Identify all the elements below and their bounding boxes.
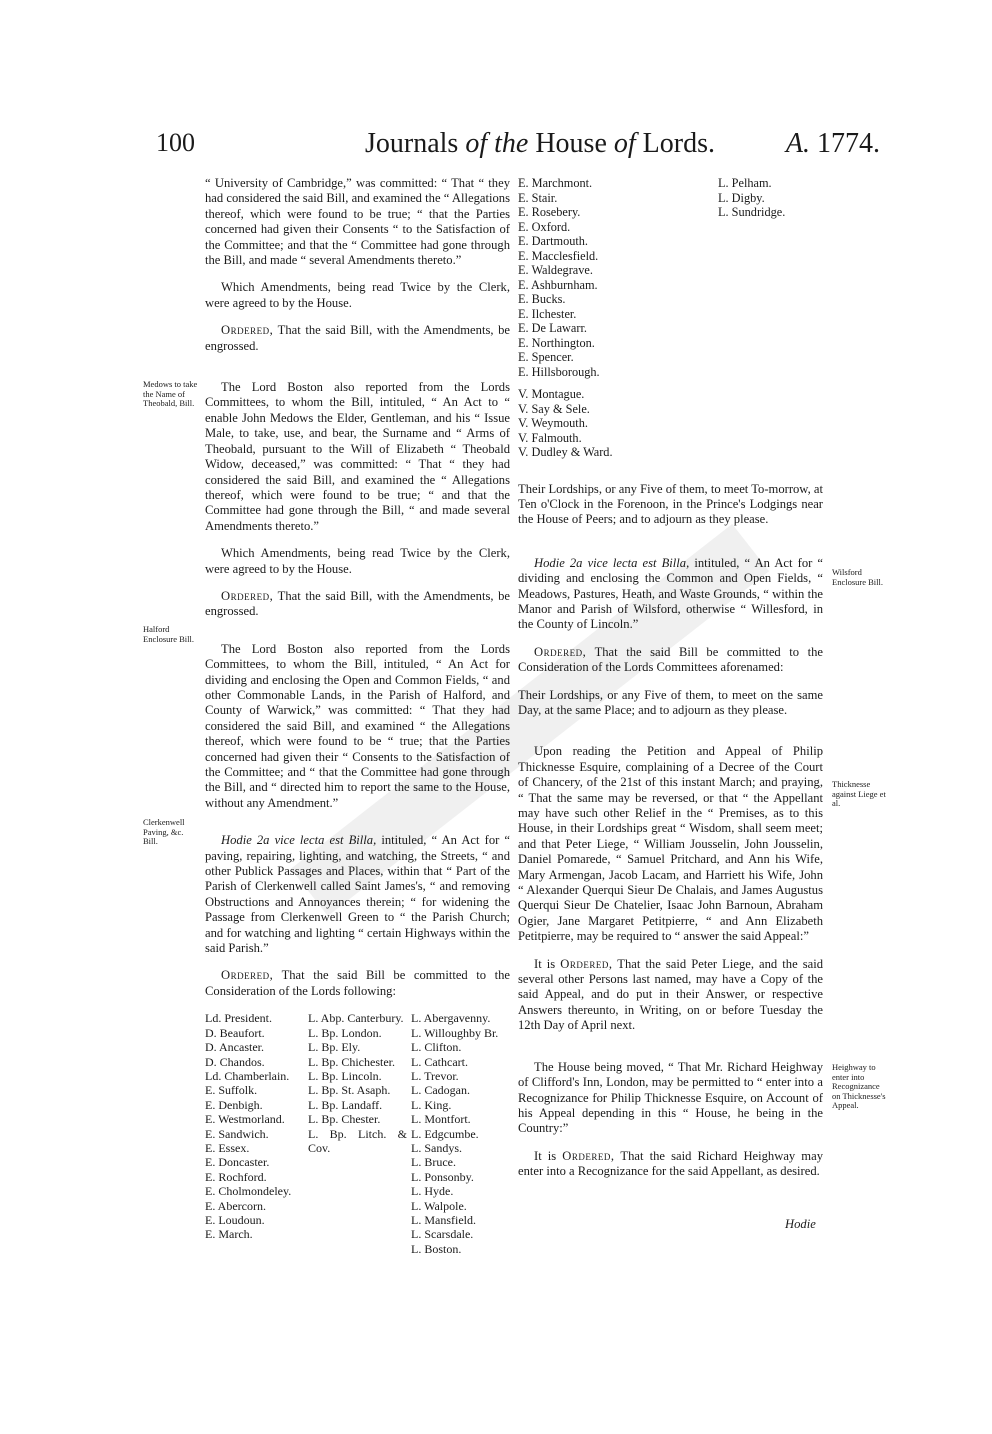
ordered-text: That the said Bill, with the Amendments, be engrossed.	[205, 323, 510, 353]
ordered-paragraph	[518, 645, 823, 676]
ordered-text: That the said Bill be committed to the Consideration of the Lords following:	[205, 968, 510, 998]
peer: Ld. President.	[205, 1011, 272, 1026]
peer: L. Bp. Ely.	[308, 1040, 361, 1055]
peer: L. Cadogan.	[411, 1083, 470, 1098]
meeting-paragraph: Their Lordships, or any Five of them, to meet To-morrow, at Ten o'Clock in the Forenoon, in the Prince's Lodgings near the House of Peers; and to adjourn as they please.	[518, 481, 823, 527]
peer: E. Oxford.	[518, 219, 571, 234]
peer: E. Abercorn.	[205, 1198, 266, 1213]
peer: E. Spencer.	[518, 350, 574, 364]
peer: E. Hillsborough.	[518, 364, 600, 379]
ordered-paragraph	[205, 323, 510, 354]
peer: L. Clifton.	[411, 1040, 462, 1055]
title-part: House	[528, 128, 614, 159]
peer: L. Bp. Landaff.	[308, 1097, 383, 1112]
peer: Ld. Chamberlain.	[205, 1068, 290, 1083]
peer: V. Falmouth.	[518, 430, 582, 445]
peer: E. Waldegrave.	[518, 263, 593, 277]
margin-note-heighway: Heighway to enter into Recognizance on Thicknesse's Appeal.	[832, 1062, 886, 1111]
peer: L. Sundridge.	[718, 205, 786, 219]
peer: L. Digby.	[718, 190, 765, 205]
peer: L. Bp. Chester.	[308, 1112, 381, 1127]
peer: L. Edgcumbe.	[411, 1126, 479, 1141]
right-column	[518, 176, 823, 1192]
peer: L. Bp. St. Asaph.	[308, 1083, 391, 1098]
peer: D. Beaufort.	[205, 1025, 265, 1040]
peer: L. Walpole.	[411, 1198, 467, 1213]
margin-note-wilsford: Wilsford Enclosure Bill.	[832, 567, 883, 587]
peers-col-3	[411, 1011, 510, 1256]
hodie-paragraph	[518, 556, 823, 633]
peer: L. King.	[411, 1097, 452, 1112]
peer: L. Bp. Chichester.	[308, 1054, 395, 1069]
paragraph: “ University of Cambridge,” was committed: “ That “ they had considered the said Bill, and examined the “ Allegations thereof, which were found to be true; “ that the Parties concerned had given their Consents “ to the Satisfaction of the Committee; and that the “ Committee had gone through the Bill, and made “ several Amendments thereto.”	[205, 176, 510, 268]
peer: E. Denbigh.	[205, 1097, 263, 1112]
peer: L. Sandys.	[411, 1140, 462, 1155]
peer: E. Ilchester.	[518, 306, 577, 321]
peer: L. Mansfield.	[411, 1212, 476, 1227]
peer: E. Ashburnham.	[518, 277, 598, 292]
hodie-text: intituled, “ An Act for “ dividing and enclosing the Common and Open Fields, “ Meadows, Pastures, Heath, and Waste Grounds, “ within the Manor and Parish of Wilsford, otherwise “ Willesford, in the County of Lincoln.”	[518, 555, 823, 632]
year-heading	[786, 128, 880, 160]
title-part: Lords.	[635, 128, 715, 159]
margin-note-medows: Medows to take the Name of Theobald, Bill.	[143, 379, 198, 409]
ordered-label: Ordered,	[560, 956, 613, 971]
peer: E. Rochford.	[205, 1169, 267, 1184]
peer: E. Marchmont.	[518, 176, 593, 190]
ordered-text: That the said Bill be committed to the Consideration of the Lords Committees aforenamed:	[518, 644, 823, 675]
peer: L. Willoughby Br.	[411, 1025, 499, 1040]
ordered-label: Ordered,	[221, 588, 274, 603]
peers-list	[205, 1011, 510, 1256]
hodie-text: intituled, “ An Act for “ paving, repairing, lighting, and watching, the Streets, “ and other Publick Passages and Places, within that “ Part of the Parish of Clerkenwell called Saint James's, “ and removing Obstructions and Annoyances therein; “ for widening the Passage from Clerkenwell Green to “ the Parish Church; and for watching and lighting “ certain Highways within the said Parish.”	[205, 833, 510, 956]
peer: E. Doncaster.	[205, 1155, 270, 1170]
left-column	[205, 176, 510, 1266]
peer: L. Bp. Lincoln.	[308, 1068, 382, 1083]
peer: L. Montfort.	[411, 1112, 471, 1127]
peer: V. Dudley & Ward.	[518, 445, 613, 459]
page-number: 100	[156, 128, 195, 157]
peer: L. Pelham.	[718, 176, 772, 190]
peer: D. Chandos.	[205, 1054, 265, 1069]
petition-paragraph: Upon reading the Petition and Appeal of Philip Thicknesse Esquire, complaining of a Decree of the Court of Chancery, of the 21st of this instant March; and praying, “ That the same may be reversed, or that “ the Appellant may have such other Relief in the “ Premises, as to this House, in their Lordships great “ Wisdom, shall seem meet; and that Peter Liege, “ William Jousselin, John Jousselin, Daniel Pomarede, “ Samuel Pritchard, and Ann his Wife, Mary Armengan, Jacob Lacam, and Harriett his Wife, John “ Alexander Querqui Sieur De Chalais, and James Augustus Querqui Sieur De Chatelier, Isaac John Barnoun, Abraham Ogier, Jane Margaret Petitpierre, “ and Ann Elizabeth Petitpierre, may be required to “ answer the said Appeal:”	[518, 744, 823, 944]
peer: L. Abp. Canterbury.	[308, 1011, 404, 1026]
peer: E. Sandwich.	[205, 1126, 269, 1141]
latin-phrase: Hodie 2a vice lecta est Billa,	[221, 833, 377, 848]
peer: E. March.	[205, 1227, 253, 1242]
ordered-paragraph	[205, 968, 510, 999]
peer: L. Bp. London.	[308, 1025, 382, 1040]
hodie-paragraph	[205, 833, 510, 956]
peers-col-2	[308, 1011, 407, 1256]
paragraph: Which Amendments, being read Twice by the Clerk, were agreed to by the House.	[205, 546, 510, 576]
meeting-paragraph: Their Lordships, or any Five of them, to meet on the same Day, at the same Place; and to adjourn as they please.	[518, 687, 823, 717]
peer: E. Northington.	[518, 335, 595, 350]
journal-title	[365, 128, 715, 160]
peer: V. Say & Sele.	[518, 401, 590, 416]
peer: L. Cathcart.	[411, 1054, 468, 1069]
peer: D. Ancaster.	[205, 1040, 264, 1055]
peer: L. Boston.	[411, 1241, 462, 1256]
peer: V. Montague.	[518, 387, 585, 401]
lords-far-list	[718, 176, 785, 220]
ordered-prefix: It is	[534, 1148, 563, 1163]
paragraph: The Lord Boston also reported from the Lords Committees, to whom the Bill, intituled, “ An Act to “ enable John Medows the Elder, Gentleman, and his “ Issue Male, to take, use, and bear, the Surname and “ Arms of Theobald, pursuant to the Will of Elizabeth “ Theobald Widow, deceased,” was committed: “ That “ they had considered the said Bill, and examined the “ Allegations thereof, which were found to be true; “ and that the Committee had gone through the Bill, “ and made several Amendments thereto.”	[205, 380, 510, 533]
peer: L. Scarsdale.	[411, 1227, 474, 1242]
ordered-text: That the said Peter Liege, and the said several other Persons last named, may have a Copy of the said Appeal, and do put in their Answer, or respective Answers thereunto, in Writing, on or before Tuesday the 12th Day of April next.	[518, 956, 824, 1033]
motion-paragraph: The House being moved, “ That Mr. Richard Heighway of Clifford's Inn, London, may be permitted to “ enter into a Recognizance for Philip Thicknesse Esquire, on Account of his Appeal depending in this “ House, he being in the Country:”	[518, 1059, 823, 1136]
peer: E. Macclesfield.	[518, 248, 599, 263]
peer: E. Loudoun.	[205, 1212, 265, 1227]
ordered-paragraph	[518, 957, 823, 1034]
peer: E. Bucks.	[518, 292, 566, 306]
peer: E. Suffolk.	[205, 1083, 258, 1098]
peer: E. Essex.	[205, 1140, 250, 1155]
peer: L. Bruce.	[411, 1155, 456, 1170]
margin-note-thicknesse: Thicknesse against Liege et al.	[832, 779, 886, 809]
ordered-text: That the said Richard Heighway may enter into a Recognizance for the said Appellant, as desired.	[518, 1148, 823, 1179]
margin-note-halford: Halford Enclosure Bill.	[143, 624, 194, 644]
ordered-paragraph	[518, 1149, 823, 1180]
peer: L. Hyde.	[411, 1184, 454, 1199]
ordered-label: Ordered,	[562, 1148, 615, 1163]
peers-col-1	[205, 1011, 304, 1256]
peer: L. Ponsonby.	[411, 1169, 474, 1184]
peer: E. Rosebery.	[518, 205, 581, 219]
peer: E. Stair.	[518, 190, 558, 205]
title-part: of	[613, 128, 636, 159]
peer: V. Weymouth.	[518, 416, 588, 430]
viscounts-list	[518, 387, 823, 460]
ordered-label: Ordered,	[534, 644, 587, 659]
peer: L. Bp. Litch. & Cov.	[308, 1126, 407, 1155]
year-value: 1774.	[810, 128, 880, 159]
ordered-text: That the said Bill, with the Amendments, be engrossed.	[205, 588, 510, 619]
peer: L. Abergavenny.	[411, 1011, 491, 1026]
ordered-label: Ordered,	[221, 968, 274, 983]
latin-phrase: Hodie 2a vice lecta est Billa,	[534, 555, 690, 570]
catchword: Hodie	[785, 1217, 816, 1231]
title-part: Journals	[365, 128, 466, 159]
peer: L. Trevor.	[411, 1068, 459, 1083]
paragraph: The Lord Boston also reported from the Lords Committees, to whom the Bill, intituled, “ An Act for dividing and enclosing the Open and Common Fields, “ and other Commonable Lands, in the Parish of Halford, and County of Warwick,” was committed: “ That they had considered the said Bill, and examined “ the Allegations thereof, which were found to be “ true; that the Parties concerned had given their “ Consents to the Satisfaction of the Committee; and “ that the Committee had gone through the Bill, and “ directed him to report the same to the House, without any Amendment.”	[205, 641, 510, 810]
ordered-label: Ordered,	[221, 323, 274, 338]
ordered-paragraph	[205, 589, 510, 620]
page-header	[150, 128, 890, 168]
peer: E. Cholmondeley.	[205, 1184, 292, 1199]
title-part: of the	[465, 128, 529, 159]
paragraph: Which Amendments, being read Twice by the Clerk, were agreed to by the House.	[205, 280, 510, 310]
ordered-prefix: It is	[534, 956, 561, 971]
peer: E. De Lawarr.	[518, 321, 587, 335]
peer: E. Westmorland.	[205, 1112, 285, 1127]
margin-note-clerkenwell: Clerkenwell Paving, &c. Bill.	[143, 817, 185, 847]
peer: E. Dartmouth.	[518, 234, 589, 248]
year-prefix: A.	[785, 128, 810, 159]
